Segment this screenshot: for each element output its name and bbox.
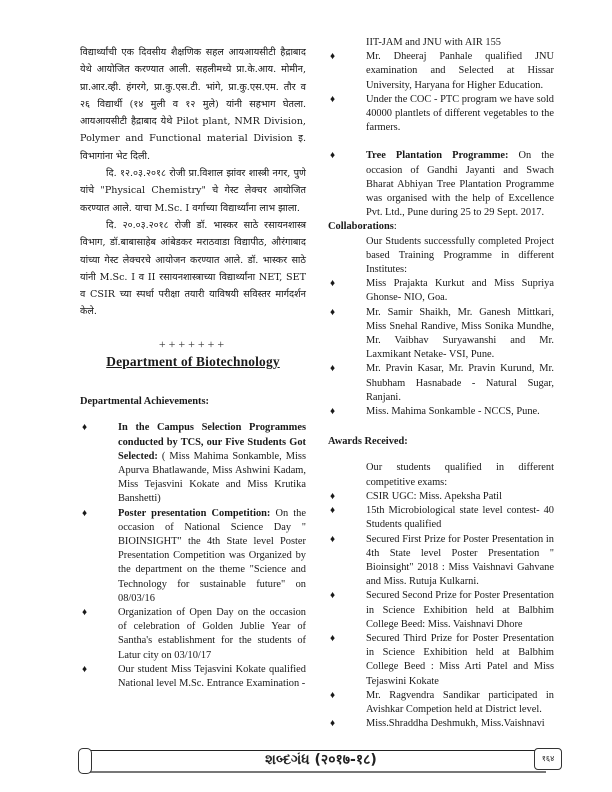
section-separator: +++++++ xyxy=(158,336,228,351)
diamond-bullet-icon: ♦ xyxy=(82,422,88,434)
item-text: Our student Miss Tejasvini Kokate qualified National level M.Sc. Entrance Examination - xyxy=(118,663,306,690)
collaborations-heading xyxy=(328,220,554,234)
diamond-bullet-icon: ♦ xyxy=(330,718,336,730)
diamond-bullet-icon: ♦ xyxy=(330,306,336,318)
item-text: 15th Microbiological state level contest- 40 Students qualified xyxy=(366,505,554,531)
diamond-bullet-icon: ♦ xyxy=(330,363,336,375)
item-text: Mr. Samir Shaikh, Mr. Ganesh Mittkari, Miss Snehal Randive, Miss Sonika Mundhe, Mr. Vaibhav Suryawanshi and Mr. Laxmikant Netake- VSI, Pune. xyxy=(366,306,554,361)
diamond-bullet-icon: ♦ xyxy=(82,507,88,519)
awards-intro: Our students qualified in different competitive exams: xyxy=(366,462,554,488)
list-item xyxy=(328,362,554,405)
achievements-continued-list xyxy=(328,50,554,220)
list-item xyxy=(328,533,554,590)
diamond-bullet-icon: ♦ xyxy=(330,93,336,105)
item-text: Miss Prajakta Kurkut and Miss Supriya Ghonse- NIO, Goa. xyxy=(366,278,554,304)
list-item xyxy=(328,93,554,136)
item-text: Mr. Pravin Kasar, Mr. Pravin Kurund, Mr. Shubham Hasnabade - Natural Sugar, Ranjani. xyxy=(366,363,554,403)
list-item xyxy=(80,421,306,506)
page-number: १६४ xyxy=(534,748,562,770)
item-text: Mr. Ragvendra Sandikar participated in Avishkar Competion held at District level. xyxy=(366,689,554,715)
diamond-bullet-icon: ♦ xyxy=(330,590,336,602)
collaborations-heading-text: Collaborations xyxy=(328,221,394,233)
right-column xyxy=(328,36,554,731)
list-item xyxy=(328,405,554,419)
list-item xyxy=(328,490,554,504)
left-column xyxy=(80,44,306,691)
list-item xyxy=(80,606,306,663)
diamond-bullet-icon: ♦ xyxy=(330,689,336,701)
diamond-bullet-icon: ♦ xyxy=(330,632,336,644)
list-item xyxy=(328,277,554,305)
awards-heading: Awards Received: xyxy=(328,436,408,448)
marathi-paragraph-1: विद्यार्थ्यांची एक दिवसीय शैक्षणिक सहल आयआयसीटी हैद्राबाद येथे आयोजित करण्यात आली. सहलीमध्ये प्रा.के.आय. मोमीन, प्रा.आर.व्ही. हंगरगे, प्रा.कु.एस.टी. भांगे, प्रा.कु.एस.एम. तौर व २६ विद्यार्थी (१४ मुली व १२ मुले) यांनी सहभाग घेतला. आयआयसीटी हैद्राबाद येथे Pilot plant, NMR Division, Polymer and Functional material Division इ. विभागांना भेट दिली. xyxy=(80,47,306,162)
publication-title: શબ્દગંધ (२०१७-१८) xyxy=(265,752,377,768)
item-text: Organization of Open Day on the occasion of celebration of Golden Jublie Year of Santha's establishment for the students of Latur city on 03/10/17 xyxy=(118,607,306,661)
item-text: CSIR UGC: Miss. Apeksha Patil xyxy=(366,490,502,502)
diamond-bullet-icon: ♦ xyxy=(330,150,336,162)
achievements-heading: Departmental Achievements: xyxy=(80,396,209,408)
list-item xyxy=(328,589,554,632)
item-text: Miss. Mahima Sonkamble - NCCS, Pune. xyxy=(366,406,540,418)
list-item xyxy=(328,306,554,363)
item-bold-lead: Poster presentation Competition: xyxy=(118,507,271,519)
item-bold-lead: Tree Plantation Programme: xyxy=(366,150,509,162)
item-text: ( Miss Mahima Sonkamble, Miss Apurva Bhatlawande, Miss Ashwini Kadam, Miss Tejasvini Kokate and Miss Krutika Banshetti) xyxy=(118,450,306,505)
item-text: On the occasion of National Science Day " BIOINSIGHT" the 4th State level Poster Presentation Competition was Organized by the department on the theme "Science and Technology for sustainable future" on 08/03/16 xyxy=(118,507,306,604)
item-text: Secured Third Prize for Poster Presentation in Science Exhibition held at Balbhim College Beed : Miss Arti Patel and Miss Tejaswini Kokate xyxy=(366,632,554,687)
item-text: On the occasion of Gandhi Jayanti and Swach Bharat Abhiyan Tree Plantation Programme was organised with the help of Excellence Pvt. Ltd., Pune during 25 to 29 Sept. 2017. xyxy=(366,150,554,219)
page-footer xyxy=(78,748,564,772)
diamond-bullet-icon: ♦ xyxy=(330,505,336,517)
list-item xyxy=(80,507,306,606)
item-text: Secured First Prize for Poster Presentation in 4th State level Poster Presentation " Bioinsight" 2018 : Miss Vaishnavi Gahvane and Miss. Rutuja Kulkarni. xyxy=(366,533,554,588)
list-item xyxy=(80,663,306,691)
list-item xyxy=(328,689,554,717)
item-text: Secured Second Prize for Poster Presentation in Science Exhibition held at Balbhim College Beed: Miss. Vaishnavi Dhore xyxy=(366,590,554,630)
diamond-bullet-icon: ♦ xyxy=(330,278,336,290)
list-item xyxy=(328,149,554,220)
diamond-bullet-icon: ♦ xyxy=(330,51,336,63)
item-text: Miss.Shraddha Deshmukh, Miss.Vaishnavi xyxy=(366,718,545,730)
diamond-bullet-icon: ♦ xyxy=(330,490,336,502)
diamond-bullet-icon: ♦ xyxy=(82,607,88,618)
achievements-list xyxy=(80,421,306,691)
marathi-paragraph-2: दि. १२.०३.२०१८ रोजी प्रा.विशाल झांवर शास्त्री नगर, पुणे यांचे "Physical Chemistry" चे गेस्ट लेक्चर आयोजित करण्यात आले. याचा M.Sc. I वर्गाच्या विद्यार्थ्यांना लाभ झाला. xyxy=(80,168,306,214)
item-bold-lead: In the Campus Selection Programmes conducted by TCS, our Five Students Got Selected: xyxy=(118,422,306,462)
continued-text: IIT-JAM and JNU with AIR 155 xyxy=(366,37,501,48)
collaborations-intro: Our Students successfully completed Project based Training Programme in different Institutes: xyxy=(366,235,554,276)
heading-colon: : xyxy=(393,221,397,233)
list-item xyxy=(328,632,554,689)
diamond-bullet-icon: ♦ xyxy=(330,533,336,545)
item-text: Under the COC - PTC program we have sold 40000 plantlets of different vegetables to the farmers. xyxy=(366,93,554,134)
department-title: Department of Biotechnology xyxy=(106,353,280,369)
list-item xyxy=(328,50,554,93)
awards-list xyxy=(328,490,554,731)
list-item xyxy=(328,717,554,731)
collaborations-list xyxy=(328,277,554,419)
marathi-paragraph-3: दि. २०.०३.२०१८ रोजी डॉ. भास्कर साठे रसायनशास्त्र विभाग, डॉ.बाबासाहेब आंबेडकर मराठवाडा विद्यापीठ, औरंगाबाद यांच्या गेस्ट लेक्चरचे आयोजन करण्यात आले. डॉ. भास्कर साठे यांनी M.Sc. I व II रसायनशास्त्राच्या विद्यार्थ्यांना NET, SET व CSIR च्या स्पर्धा परीक्षा तयारी याविषयी सविस्तर मार्गदर्शन केले. xyxy=(80,219,306,318)
diamond-bullet-icon: ♦ xyxy=(330,406,336,418)
item-text: Mr. Dheeraj Panhale qualified JNU examination and Selected at Hissar University, Haryana for Higher Education. xyxy=(366,51,554,91)
list-item xyxy=(328,504,554,532)
diamond-bullet-icon: ♦ xyxy=(82,663,88,675)
